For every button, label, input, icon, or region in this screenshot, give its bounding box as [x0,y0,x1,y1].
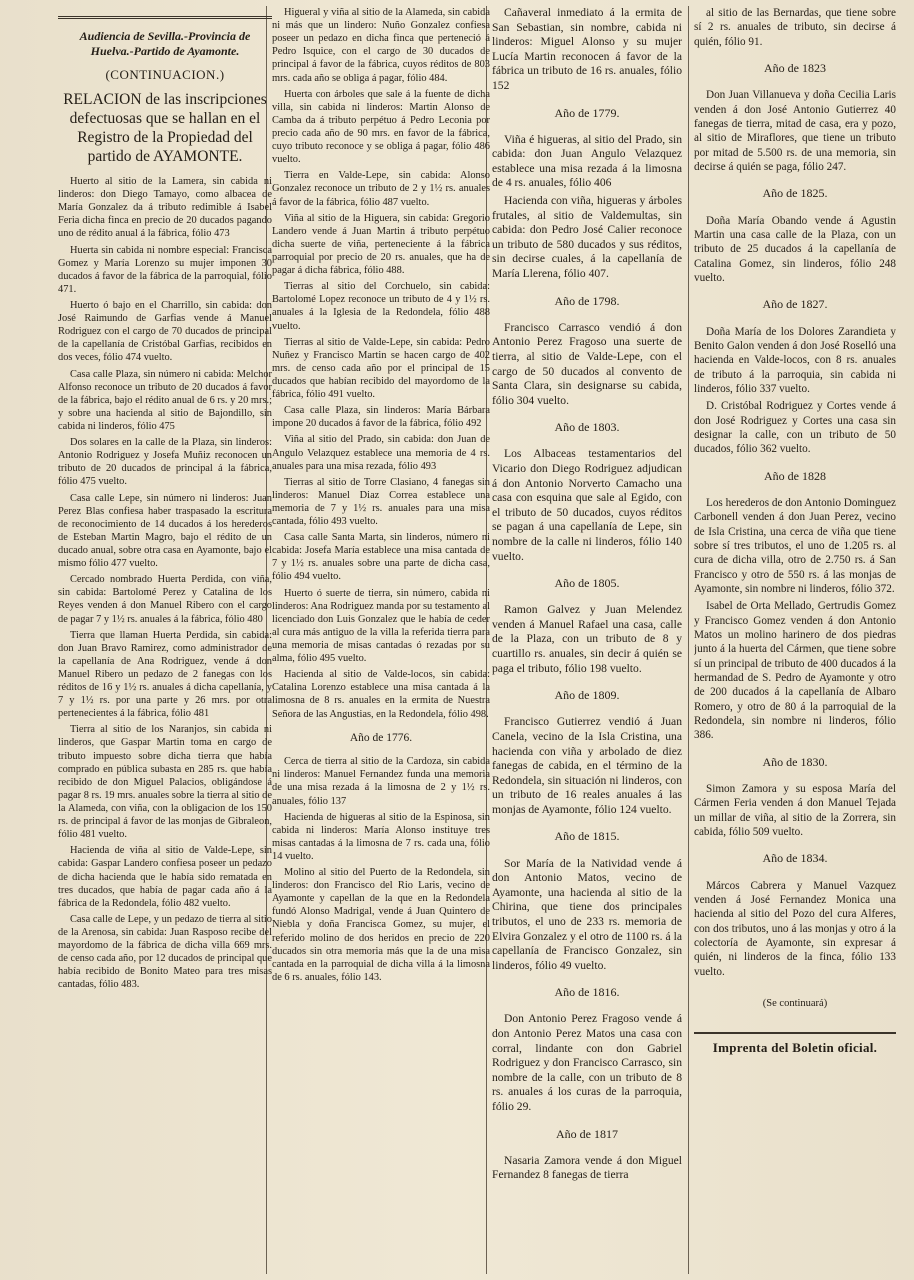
year-heading: Año de 1798. [554,293,620,308]
entry-paragraph: Tierra en Valde-Lepe, sin cabida: Alonso Gonzalez reconoce un tributo de 2 y 1½ rs. anuales á favor de la fábrica, fólio 487 vuelto. [272,170,490,208]
entry-paragraph: Hacienda con viña, higueras y árboles frutales, al sitio de Valdemultas, sin cabida: don Pedro José Calier reconoce un tributo de 580 ducados y sus réditos, sin decirse cuales, á la capellanía de María Llerena, fólio 407. [492,194,682,281]
entry-paragraph: Don Antonio Perez Fragoso vende á don Antonio Perez Matos una casa con corral, lindante con don Gabriel Rodriguez y don Francisco Carrasco, sin nombre de la calle, con un tributo de 8 rs. anuales á los curas de la parroquia, fólio 29. [492,1012,682,1114]
entry-paragraph: Casa calle Santa Marta, sin linderos, número ni cabida: Josefa María establece una misa cantada de 7 y 1½ rs. anuales sobre una parte de dicha casa, fólio 494 vuelto. [272,532,490,583]
year-heading: Año de 1830. [762,754,828,769]
entry-paragraph: Doña María de los Dolores Zarandieta y Benito Galon venden á don José Roselló una hacienda en Valde-locos, con 8 rs. anuales de tributo á la parroquia, sin cabida ni linderos, fólio 337 vuelto. [694,325,896,395]
entry-paragraph: Nasaria Zamora vende á don Miguel Fernandez 8 fanegas de tierra [492,1153,682,1182]
entry-paragraph: Huerta con árboles que sale á la fuente de dicha villa, sin cabida ni linderos: Martin Alonso de Camba da á tributo perpétuo á Pedro Leconia por precio cada año de 90 mrs. en favor de la fábrica, cuyo tributo reconoce y se obliga á pagar, fólio 486 vuelto. [272,88,490,166]
entry-paragraph: Don Juan Villanueva y doña Cecilia Laris venden á don José Antonio Gutierrez 40 fanegas de tierra, mitad de casa, era y pozo, al sitio de Miraflores, que tiene un tributo por mitad de 5.500 rs. de una memoria, sin decirse á quién se paga, fólio 247. [694,89,896,173]
year-heading: Año de 1827. [762,297,828,312]
entry-paragraph: Casa calle de Lepe, y un pedazo de tierra al sitio de la Arenosa, sin cabida: Juan Rasposo recibe del mayordomo de la fábrica de dicha villa 669 mrs. de censo cada año, por 12 ducados de principal que había recibido de Bonito Mateo para tres misas cantadas, fólio 483. [58,913,272,991]
entry-paragraph: Cerca de tierra al sitio de la Cardoza, sin cabida ni linderos: Manuel Fernandez funda una memoria de una misa rezada á la limosna de 2 y 1½ rs. anuales, fólio 137 [272,756,490,807]
entry-paragraph: Molino al sitio del Puerto de la Redondela, sin linderos: don Francisco del Rio Laris, vecino de Ayamonte y capellan de la que en la Redondela fundó Alonso Madrigal, vende á Juan Quintero de Niebla y doña Francisca Gomez, su mujer, el referido molino de dos heridos en precio de 220 ducados sin otra memoria más que la de una misa cantada en la parroquial de dicha villa á la limosna de 6 rs. anuales, fólio 143. [272,867,490,983]
text-column-3 [492,6,684,1272]
entry-paragraph: Doña María Obando vende á Agustin Martin una casa calle de la Plaza, con un tributo de 25 ducados á la capellanía de Catalina Gomez, sin linderos, fólio 248 vuelto. [694,214,896,284]
year-heading: Año de 1823 [764,60,826,75]
top-rule [58,16,272,19]
entry-paragraph: D. Cristóbal Rodriguez y Cortes vende á don José Rodriguez y Cortes una casa sin designar la calle, con un tributo de 50 ducados, fólio 362 vuelto. [694,400,896,456]
year-heading: Año de 1815. [554,829,620,844]
entry-paragraph: Casa calle Plaza, sin número ni cabida: Melchor Alfonso reconoce un tributo de 20 ducados á favor de la fábrica, bajo el rédito anual de 6 rs. y 20 mrs.; y sobre una hacienda al sitio de Bajondillo, sin cabida ni linderos, fólio 475 [58,368,272,432]
section-title: RELACION de las inscripciones defectuosas que se hallan en el Registro de la Propiedad del partido de AYAMONTE. [63,91,267,166]
printer-footer: Imprenta del Boletin oficial. [694,1032,896,1057]
masthead: Audiencia de Sevilla.-Provincia de Huelva.-Partido de Ayamonte. [79,29,251,58]
entry-paragraph: Hacienda de higueras al sitio de la Espinosa, sin cabida ni linderos: María Alonso instituye tres misas cantadas á la limosna de 7 rs. cada una, fólio 14 vuelto. [272,811,490,862]
year-heading: Año de 1805. [554,576,620,591]
year-heading: Año de 1776. [349,731,413,744]
entry-paragraph: Hacienda de viña al sitio de Valde-Lepe, sin cabida: Gaspar Landero confiesa poseer un pedazo de dicha hacienda que le había sido rematada en tres ducados, que había de pagar cada año á la fábrica de la Redondela, fólio 482 vuelto. [58,845,272,909]
entry-paragraph: Francisco Gutierrez vendió á Juan Canela, vecino de la Isla Cristina, una hacienda con viña y arbolado de diez fanegas de cabida, en el término de la Redondela, sin situación ni linderos, con un tributo de 16 reales anuales á las monjas de Ayamonte, fólio 124 vuelto. [492,715,682,816]
entry-paragraph: Isabel de Orta Mellado, Gertrudis Gomez y Francisco Gomez venden á don Antonio Matos un molino harinero de dos piedras junto á la huerta del Cármen, que tiene sobre sí un principal de tributo de 400 ducados á la hermandad de S. Pedro de Ayamonte y otro de 200 ducados á la capellanía de Albaro Romero, y otro de 80 á la parroquial de la Redondela, sin nombre ni linderos, fólio 386. [694,600,896,742]
entry-paragraph: Casa calle Lepe, sin número ni linderos: Juan Perez Blas confiesa haber traspasado la escritura de reconocimiento de 14 ducados á los herederos de Esteban Martin Magro, bajo el rédito de un ducado anual, sobre otra casa en Ayamonte, bajo el mismo fólio 477 vuelto. [58,492,272,570]
text-column-1 [58,6,274,1272]
entry-paragraph: Sor María de la Natividad vende á don Antonio Matos, vecino de Ayamonte, una hacienda al sitio de la Chirina, que tiene dos principales tributos, el uno de 233 rs. memoria de Elvira Gonzalez y el otro de 1100 rs. á la capellanía de Francisco Gonzalez, sin linderos, fólio 49 vuelto. [492,856,682,972]
year-heading: Año de 1809. [554,688,620,703]
entry-paragraph: Tierra que llaman Huerta Perdida, sin cabida: don Juan Bravo Ramirez, como administrador de la capellanía de Ana Rodriguez, vende á don Manuel Ribero un pedazo de 2 fanegas con los réditos de 16 y 1½ rs. anuales á dicha capellanía, y 7 y 1½ rs. por una parte y 26 mrs. por otra pertenecientes á la fábrica, fólio 481 [58,629,272,720]
year-heading: Año de 1825. [762,186,828,201]
year-heading: Año de 1803. [554,420,620,435]
column-rule [688,6,689,1274]
entry-paragraph: Huerto ó suerte de tierra, sin número, cabida ni linderos: Ana Rodriguez manda por su testamento al licenciado don Luis Gonzalez que le había de ceder al cura más antiguo de la villa la referida tierra para una memoria de misas cantadas ó rezadas por su alma, fólio 495 vuelto. [272,587,490,665]
entry-paragraph: al sitio de las Bernardas, que tiene sobre sí 2 rs. anuales de tributo, sin decirse á quién, fólio 91. [694,7,896,48]
year-heading: Año de 1828 [764,468,826,483]
entry-paragraph: Higueral y viña al sitio de la Alameda, sin cabida ni más que un lindero: Nuño Gonzalez confiesa poseer un pedazo en dicha finca que perteneció á Pedro Isquice, con el cargo de 30 ducados de principal á favor de la fábrica, cuyos réditos de 803 mrs. cada año se obliga á pagar, fólio 484. [272,7,490,84]
entry-paragraph: Ramon Galvez y Juan Melendez venden á Manuel Rafael una casa, calle de la Plaza, con un tributo de 8 y cuartillo rs. anuales, sin decir á quién se paga el tributo, fólio 198 vuelto. [492,603,682,675]
year-heading: Año de 1779. [554,105,620,120]
entry-paragraph: Cercado nombrado Huerta Perdida, con viña, sin cabida: Bartolomé Perez y Catalina de los Reyes venden á don Manuel Ribero con el cargo de pagar 7 y 1½ rs. anuales á la fábrica, fólio 480 [58,574,272,625]
continuation-note: (Se continuará) [762,997,828,1009]
entry-paragraph: Huerto al sitio de la Lamera, sin cabida ni linderos: don Diego Tamayo, como albacea de María Gonzalez da á tributo redimible á Isabel Feria dicha finca en precio de 20 ducados pagando uno de rédito anual á la fábrica, fólio 473 [58,176,272,240]
continuation-heading: (CONTINUACION.) [105,67,225,82]
entry-paragraph: Tierra al sitio de los Naranjos, sin cabida ni linderos, que Gaspar Martin toma en cargo de tributo impuesto sobre dicha tierra que había comprado en pública subasta en 285 rs. que había recibido de don Miguel Palacios, obligándose á pagar 8 rs. 19 mrs. anuales sobre la tierra al sitio de la Alameda, con viña, con la obligacion de los 150 rs. de principal á favor de las monjas de Gibraleon, fólio 481 vuelto. [58,724,272,841]
text-column-4 [694,6,898,1272]
entry-paragraph: Los herederos de don Antonio Dominguez Carbonell venden á don Juan Perez, vecino de Isla Cristina, una cerca de viña que tiene sobre sí tres tributos, el uno de 1.205 rs. al cura de dicha villa, otro de 2.750 rs. á San Francisco y otro de 550 rs. á las monjas de Ayamonte, sin nombre ni linderos, fólio 372. [694,496,896,595]
entry-paragraph: Tierras al sitio del Corchuelo, sin cabida: Bartolomé Lopez reconoce un tributo de 4 y 1½ rs. anuales á la Iglesia de la Redondela, fólio 488 vuelto. [272,281,490,332]
entry-paragraph: Casa calle Plaza, sin linderos: María Bárbara impone 20 ducados á favor de la fábrica, fólio 492 [272,405,490,430]
entry-paragraph: Viña al sitio del Prado, sin cabida: don Juan de Angulo Velazquez establece una memoria de 4 rs. anuales para una misa rezada, fólio 493 [272,434,490,472]
entry-paragraph: Tierras al sitio de Torre Clasiano, 4 fanegas sin linderos: Manuel Diaz Correa establece una memoria de 7 y 1½ rs. anuales para una misa cantada, fólio 493 vuelto. [272,476,490,528]
text-column-2 [272,6,492,1272]
entry-paragraph: Francisco Carrasco vendió á don Antonio Perez Fragoso una suerte de tierra, al sitio de Valde-Lepe, con el cargo de 50 ducados al convento de Santa Clara, sin designarse su cabida, fólio 304 vuelto. [492,320,682,407]
entry-paragraph: Hacienda al sitio de Valde-locos, sin cabida: Catalina Lorenzo establece una misa cantada á la limosna de 8 rs. anuales en la ermita de Nuestra Señora de las Angustias, en la Redondela, fólio 498. [272,669,490,720]
year-heading: Año de 1834. [762,851,828,866]
entry-paragraph: Viña al sitio de la Higuera, sin cabida: Gregorio Landero vende á Juan Martin á tributo perpétuo dicha suerte de viña, perteneciente á la fábrica parroquial por precio de 20 rs. anuales, que ha de pagar á dicha fábrica, fólio 488. [272,212,490,277]
year-heading: Año de 1817 [556,1126,618,1141]
year-heading: Año de 1816. [554,985,620,1000]
entry-paragraph: Los Albaceas testamentarios del Vicario don Diego Rodriguez adjudican á don Antonio Norverto Camacho una casa con esquina que sale al Egido, con el tributo de 50 ducados, cuyos réditos se pagan á una capellanía de Lepe, sin nombre de la calle ni linderos, fólio 140 vuelto. [492,447,682,563]
entry-paragraph: Huerta sin cabida ni nombre especial: Francisca Gomez y María Lorenzo su mujer imponen 30 ducados á favor de la fábrica de la parroquial, fólio 471. [58,244,272,295]
entry-paragraph: Viña é higueras, al sitio del Prado, sin cabida: don Juan Angulo Velazquez establece una misa rezada á la limosna de 4 rs. anuales, fólio 406 [492,132,682,190]
entry-paragraph: Simon Zamora y su esposa María del Cármen Feria venden á don Manuel Tejada un millar de viña, al sitio de la Zorrera, sin cabida, fólio 509 vuelto. [694,782,896,838]
entry-paragraph: Cañaveral inmediato á la ermita de San Sebastian, sin nombre, cabida ni linderos: Miguel Alonso y su mujer Lucía Martin reconocen á favor de la fábrica un tributo de 16 rs. anuales, fólio 152 [492,6,682,92]
entry-paragraph: Tierras al sitio de Valde-Lepe, sin cabida: Pedro Nuñez y Francisco Martin se hacen cargo de 402 mrs. de censo cada año por el principal de 15 ducados que habían recibido del mayordomo de la fábrica, fólio 491 vuelto. [272,336,490,401]
entry-paragraph: Dos solares en la calle de la Plaza, sin linderos: Antonio Rodriguez y Josefa Muñiz reconocen un tributo de 20 ducados de principal á la fábrica, fólio 475 vuelto. [58,437,272,488]
entry-paragraph: Huerto ó bajo en el Charrillo, sin cabida: don José Raimundo de Garfias vende á Manuel Rodriguez con el cargo de 70 ducados de principal de la capellanía de Cristóbal Garfias, recibidos en dos veces, fólio 474 vuelto. [58,299,272,364]
entry-paragraph: Márcos Cabrera y Manuel Vazquez venden á José Fernandez Monica una hacienda al sitio del Pozo del cura Alferes, con dos tributos, uno á las monjas y otro á la colectoría de Ayamonte, sin expresar á quién, ni linderos de la finca, fólio 133 vuelto. [694,879,896,978]
